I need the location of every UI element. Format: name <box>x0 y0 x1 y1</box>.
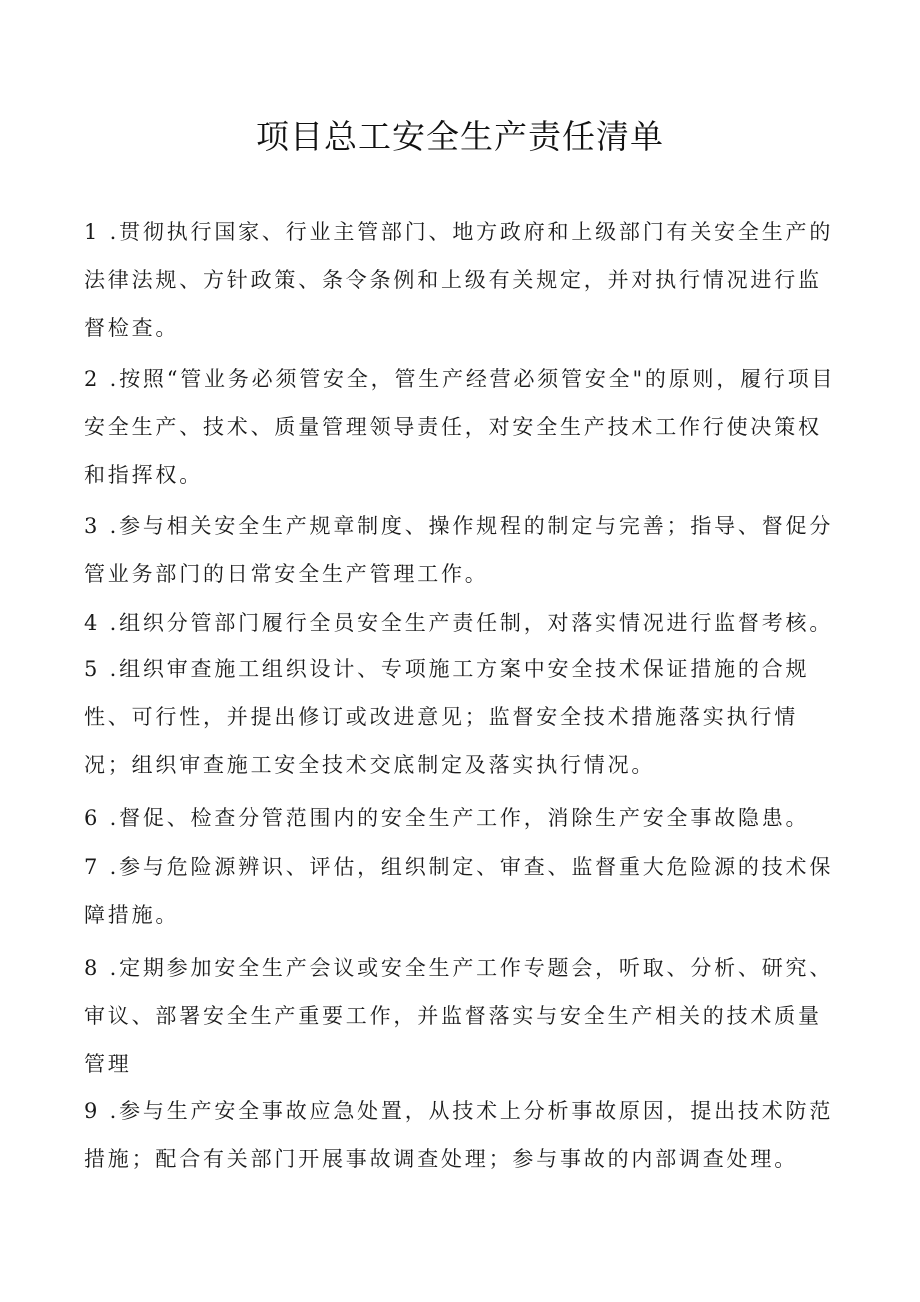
item-text: 参与相关安全生产规章制度、操作规程的制定与完善；指导、督促分管业务部门的日常安全生产管理工作。 <box>84 514 834 586</box>
item-text: 督促、检查分管范围内的安全生产工作，消除生产安全事故隐患。 <box>119 806 810 830</box>
item-number: 7 <box>84 855 101 879</box>
list-item <box>84 502 844 598</box>
item-separator: . <box>100 514 120 538</box>
item-text: 参与生产安全事故应急处置，从技术上分析事故原因，提出技术防范措施；配合有关部门开展事故调查处理；参与事故的内部调查处理。 <box>84 1099 834 1171</box>
item-text: 组织审查施工组织设计、专项施工方案中安全技术保证措施的合规性、可行性，并提出修订或改进意见；监督安全技术措施落实执行情况；组织审查施工安全技术交底制定及落实执行情况。 <box>84 657 810 777</box>
item-number: 8 <box>84 956 101 980</box>
item-separator: . <box>100 367 120 391</box>
item-separator: . <box>100 657 120 681</box>
item-separator: . <box>100 611 120 635</box>
item-number: 2 <box>84 367 101 391</box>
item-number: 5 <box>84 657 101 681</box>
item-text: 按照“管业务必须管安全，管生产经营必须管安全"的原则，履行项目安全生产、技术、质量管理领导责任，对安全生产技术工作行使决策权和指挥权。 <box>84 367 836 487</box>
item-text: 定期参加安全生产会议或安全生产工作专题会，听取、分析、研究、审议、部署安全生产重要工作，并监督落实与安全生产相关的技术质量管理 <box>84 956 834 1076</box>
item-number: 1 <box>84 220 101 244</box>
item-number: 3 <box>84 514 101 538</box>
item-number: 4 <box>84 611 101 635</box>
list-item <box>84 794 844 842</box>
item-separator: . <box>100 1099 120 1123</box>
item-separator: . <box>100 806 120 830</box>
item-number: 6 <box>84 806 101 830</box>
item-number: 9 <box>84 1099 101 1123</box>
list-item <box>84 944 844 1088</box>
list-item <box>84 843 844 939</box>
item-separator: . <box>100 220 120 244</box>
item-text: 参与危险源辨识、评估，组织制定、审查、监督重大危险源的技术保障措施。 <box>84 855 834 927</box>
list-item <box>84 355 844 499</box>
list-item <box>84 208 844 352</box>
list-item <box>84 1087 844 1183</box>
item-text: 组织分管部门履行全员安全生产责任制，对落实情况进行监督考核。 <box>119 611 834 635</box>
list-item <box>84 645 844 789</box>
list-item <box>84 599 844 647</box>
item-separator: . <box>100 855 120 879</box>
item-separator: . <box>100 956 120 980</box>
page-title: 项目总工安全生产责任清单 <box>256 117 664 156</box>
item-text: 贯彻执行国家、行业主管部门、地方政府和上级部门有关安全生产的法律法规、方针政策、条令条例和上级有关规定，并对执行情况进行监督检查。 <box>84 220 834 340</box>
